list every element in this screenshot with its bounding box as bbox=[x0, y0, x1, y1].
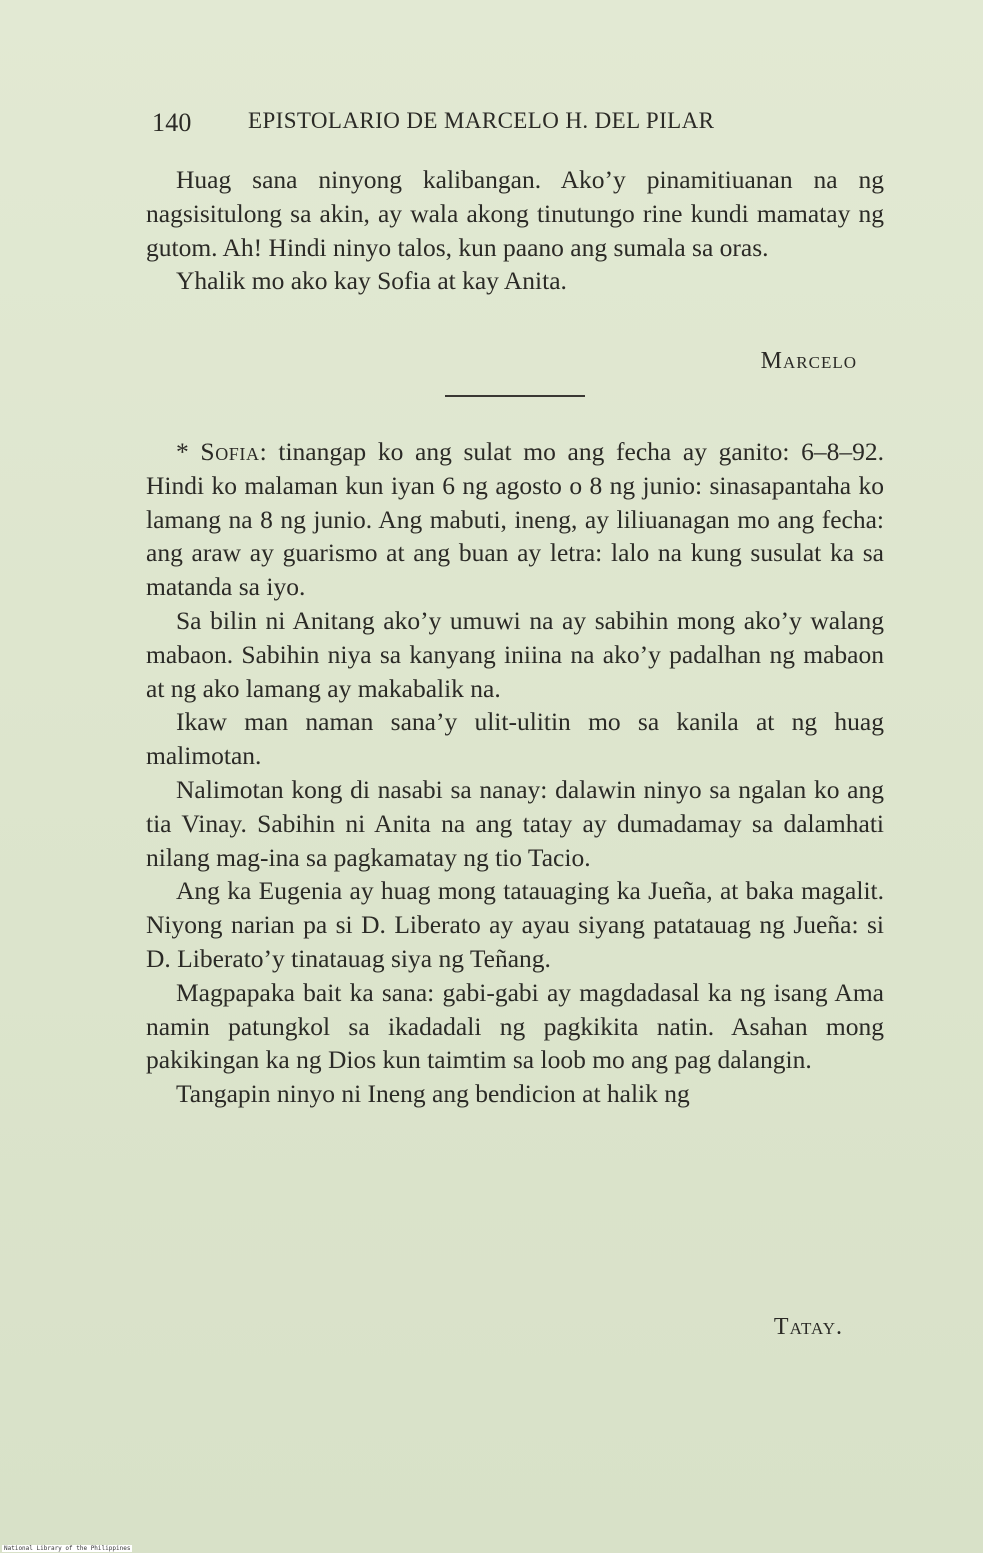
signature-tatay: Tatay. bbox=[773, 1314, 843, 1340]
footnote-marker: * bbox=[176, 437, 189, 466]
paragraph-text: : tinangap ko ang sulat mo ang fecha ay ganito: 6–8–92. Hindi ko malaman kun iyan 6 ng agosto o 8 ng junio: sinasapantaha ko lamang na 8 ng junio. Ang mabuti, ineng, ay liliuanagan mo ang fecha: ang araw ay guarismo at ang buan ay letra: lalo na kung susulat ka sa matanda sa iyo. bbox=[146, 437, 885, 602]
page-number: 140 bbox=[152, 108, 192, 137]
paragraph: Yhalik mo ako kay Sofia at kay Anita. bbox=[176, 266, 567, 296]
paragraph: Magpapaka bait ka sana: gabi-gabi ay magdadasal ka ng isang Ama namin patungkol sa ikadadali ng pagkikita natin. Asahan mong pakikingan ka ng Dios kun taimtim sa loob mo ang pag dalangin. bbox=[146, 977, 884, 1075]
letter-end-text bbox=[146, 163, 884, 298]
addressee-name: Sofia bbox=[200, 437, 260, 466]
signature-marcelo: Marcelo bbox=[760, 348, 857, 374]
paragraph: Huag sana ninyong kalibangan. Ako’y pinamitiuanan na ng nagsisitulong sa akin, ay wala akong tinutungo rine kundi mamatay ng gutom. Ah! Hindi ninyo talos, kun paano ang sumala sa oras. bbox=[146, 165, 884, 262]
running-title: EPISTOLARIO DE MARCELO H. DEL PILAR bbox=[248, 108, 715, 133]
library-credit: National Library of the Philippines bbox=[4, 1545, 131, 1552]
section-divider bbox=[445, 395, 585, 397]
paragraph: Ang ka Eugenia ay huag mong tatauaging ka Jueña, at baka magalit. Niyong narian pa si D. Liberato ay ayau siyang patatauag ng Jueña: si D. Liberato’y tinatauag siya ng Teñang. bbox=[146, 876, 884, 973]
paragraph: Ikaw man naman sana’y ulit-ulitin mo sa kanila at ng huag malimotan. bbox=[146, 707, 884, 771]
paragraph: Sa bilin ni Anitang ako’y umuwi na ay sabihin mong ako’y walang mabaon. Sabihin niya sa kanyang iniina na ako’y padalhan ng mabaon at ng ako lamang ay makabalik na. bbox=[146, 605, 884, 703]
paragraph: Nalimotan kong di nasabi sa nanay: dalawin ninyo sa ngalan ko ang tia Vinay. Sabihin ni Anita na ang tatay ay dumadamay sa dalamhati nilang mag-ina sa pagkamatay ng tio Tacio. bbox=[146, 774, 884, 872]
paragraph: Tangapin ninyo ni Ineng ang bendicion at halik ng bbox=[176, 1079, 690, 1109]
note-text bbox=[146, 435, 884, 1111]
paragraph bbox=[146, 435, 884, 604]
page-header bbox=[152, 104, 852, 144]
